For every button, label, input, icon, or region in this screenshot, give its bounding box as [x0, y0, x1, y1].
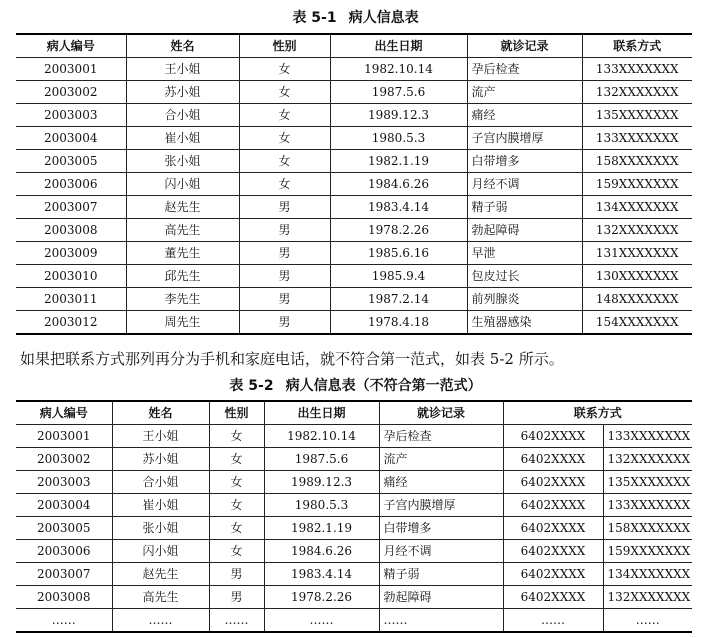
table2-header-cell: 性别 — [209, 401, 264, 425]
table1-cell: 1982.1.19 — [330, 150, 467, 173]
table2-cell: 1982.10.14 — [264, 425, 379, 448]
table2-cell: 6402XXXX — [503, 425, 603, 448]
table1-cell: 2003011 — [16, 288, 126, 311]
table1-cell: 131XXXXXXX — [582, 242, 692, 265]
table2-cell: 赵先生 — [112, 563, 209, 586]
table1-row — [16, 81, 692, 104]
table1-cell: 132XXXXXXX — [582, 81, 692, 104]
table1-cell: 1984.6.26 — [330, 173, 467, 196]
table1-cell: 张小姐 — [126, 150, 239, 173]
table2-row — [16, 448, 692, 471]
table1-cell: 133XXXXXXX — [582, 58, 692, 81]
table2-cell: 2003007 — [16, 563, 112, 586]
table1-cell: 159XXXXXXX — [582, 173, 692, 196]
table1-cell: 148XXXXXXX — [582, 288, 692, 311]
table1-header-cell: 姓名 — [126, 34, 239, 58]
table2-cell: 133XXXXXXX — [603, 494, 692, 517]
table1-cell: 2003005 — [16, 150, 126, 173]
table2-cell: 子宫内膜增厚 — [379, 494, 503, 517]
table2-caption-title: 病人信息表（不符合第一范式） — [285, 378, 482, 394]
table1-header-cell: 病人编号 — [16, 34, 126, 58]
table2-cell: 1978.2.26 — [264, 586, 379, 609]
table2-cell: 崔小姐 — [112, 494, 209, 517]
table2-cell: 1983.4.14 — [264, 563, 379, 586]
table2-cell: 158XXXXXXX — [603, 517, 692, 540]
table2-cell: …… — [264, 609, 379, 633]
table1-row — [16, 265, 692, 288]
table2-row — [16, 494, 692, 517]
table1-cell: 135XXXXXXX — [582, 104, 692, 127]
table1-header-cell: 性别 — [239, 34, 330, 58]
table1-cell: 154XXXXXXX — [582, 311, 692, 335]
table1-cell: 男 — [239, 219, 330, 242]
table2-cell: 6402XXXX — [503, 540, 603, 563]
table1-cell: 1985.6.16 — [330, 242, 467, 265]
table2-cell: 2003008 — [16, 586, 112, 609]
table1-cell: 2003003 — [16, 104, 126, 127]
table1-cell: 精子弱 — [467, 196, 582, 219]
table1-caption — [0, 9, 711, 27]
table2-cell: 女 — [209, 540, 264, 563]
table1-cell: 女 — [239, 104, 330, 127]
table2-row — [16, 586, 692, 609]
table1-cell: 2003001 — [16, 58, 126, 81]
table1-cell: 1978.2.26 — [330, 219, 467, 242]
table2-row — [16, 563, 692, 586]
table1-header-cell: 联系方式 — [582, 34, 692, 58]
table2-cell: …… — [16, 609, 112, 633]
table1-row — [16, 58, 692, 81]
table1-cell: 董先生 — [126, 242, 239, 265]
table2-body — [16, 425, 692, 633]
table2-caption — [0, 377, 711, 395]
table1-cell: 周先生 — [126, 311, 239, 335]
table1-row — [16, 104, 692, 127]
table2-cell: 孕后检查 — [379, 425, 503, 448]
table1-cell: 1982.10.14 — [330, 58, 467, 81]
table2-cell: 白带增多 — [379, 517, 503, 540]
table2-cell: 苏小姐 — [112, 448, 209, 471]
table1-cell: 1987.5.6 — [330, 81, 467, 104]
table2-cell: 女 — [209, 471, 264, 494]
table2-cell: …… — [209, 609, 264, 633]
table2-cell: 2003001 — [16, 425, 112, 448]
table1-cell: 2003009 — [16, 242, 126, 265]
table2-cell: 合小姐 — [112, 471, 209, 494]
table2-cell: 6402XXXX — [503, 517, 603, 540]
table1-cell: 130XXXXXXX — [582, 265, 692, 288]
table2-row — [16, 471, 692, 494]
table2-row — [16, 425, 692, 448]
table1-cell: 早泄 — [467, 242, 582, 265]
table2-cell: 勃起障碍 — [379, 586, 503, 609]
table2-header-cell: 姓名 — [112, 401, 209, 425]
table1-cell: 2003002 — [16, 81, 126, 104]
table1-cell: 合小姐 — [126, 104, 239, 127]
table1-cell: 2003006 — [16, 173, 126, 196]
table1-cell: 流产 — [467, 81, 582, 104]
table1-cell: 女 — [239, 173, 330, 196]
table2-cell: 132XXXXXXX — [603, 448, 692, 471]
table2-row — [16, 609, 692, 633]
body-paragraph: 如果把联系方式那列再分为手机和家庭电话，就不符合第一范式，如表 5-2 所示。 — [20, 350, 564, 368]
table2-cell: 6402XXXX — [503, 563, 603, 586]
table2-header-row — [16, 401, 692, 425]
table2-cell: 张小姐 — [112, 517, 209, 540]
table2-cell: 2003003 — [16, 471, 112, 494]
table1-row — [16, 288, 692, 311]
table2-cell: 女 — [209, 448, 264, 471]
table1-cell: 132XXXXXXX — [582, 219, 692, 242]
table1-patient-info — [16, 33, 692, 335]
table2-cell: 6402XXXX — [503, 471, 603, 494]
table2-cell: 1984.6.26 — [264, 540, 379, 563]
table1-header-cell: 就诊记录 — [467, 34, 582, 58]
table2-cell: 1989.12.3 — [264, 471, 379, 494]
table1-cell: 女 — [239, 81, 330, 104]
table1-header-row — [16, 34, 692, 58]
table1-cell: 男 — [239, 288, 330, 311]
table1-caption-title: 病人信息表 — [348, 10, 419, 26]
table1-cell: 高先生 — [126, 219, 239, 242]
table1-cell: 子宫内膜增厚 — [467, 127, 582, 150]
table1-row — [16, 127, 692, 150]
table1-cell: 邱先生 — [126, 265, 239, 288]
table2-cell: 男 — [209, 586, 264, 609]
table1-cell: 1978.4.18 — [330, 311, 467, 335]
table1-cell: 1985.9.4 — [330, 265, 467, 288]
table2-cell: 133XXXXXXX — [603, 425, 692, 448]
table2-cell: 159XXXXXXX — [603, 540, 692, 563]
table1-cell: 男 — [239, 311, 330, 335]
table2-cell: 精子弱 — [379, 563, 503, 586]
table2-cell: 女 — [209, 494, 264, 517]
table2-cell: 132XXXXXXX — [603, 586, 692, 609]
table1-header-cell: 出生日期 — [330, 34, 467, 58]
table2-cell: 135XXXXXXX — [603, 471, 692, 494]
table2-header-cell: 病人编号 — [16, 401, 112, 425]
table1-cell: 2003010 — [16, 265, 126, 288]
table2-header-cell: 联系方式 — [503, 401, 692, 425]
table2-header-cell: 出生日期 — [264, 401, 379, 425]
table1-cell: 1989.12.3 — [330, 104, 467, 127]
table1-cell: 白带增多 — [467, 150, 582, 173]
table1-cell: 2003007 — [16, 196, 126, 219]
table1-cell: 勃起障碍 — [467, 219, 582, 242]
table1-cell: 王小姐 — [126, 58, 239, 81]
table2-cell: 女 — [209, 425, 264, 448]
table2-cell: …… — [503, 609, 603, 633]
table2-cell: 痛经 — [379, 471, 503, 494]
table1-cell: 前列腺炎 — [467, 288, 582, 311]
table2-cell: 134XXXXXXX — [603, 563, 692, 586]
table1-cell: 1980.5.3 — [330, 127, 467, 150]
table2-cell: 6402XXXX — [503, 448, 603, 471]
table1-cell: 赵先生 — [126, 196, 239, 219]
table2-cell: 6402XXXX — [503, 494, 603, 517]
table2-cell: 2003002 — [16, 448, 112, 471]
table2-cell: 6402XXXX — [503, 586, 603, 609]
table1-cell: 女 — [239, 127, 330, 150]
table1-cell: 痛经 — [467, 104, 582, 127]
table1-cell: 女 — [239, 150, 330, 173]
table2-patient-info — [16, 400, 692, 633]
table2-cell: 1987.5.6 — [264, 448, 379, 471]
table1-cell: 男 — [239, 196, 330, 219]
table1-cell: 孕后检查 — [467, 58, 582, 81]
table2-cell: 高先生 — [112, 586, 209, 609]
table2-cell: 2003005 — [16, 517, 112, 540]
table2-row — [16, 540, 692, 563]
table1-cell: 2003008 — [16, 219, 126, 242]
table1-cell: 李先生 — [126, 288, 239, 311]
table2-cell: 月经不调 — [379, 540, 503, 563]
table1-cell: 男 — [239, 242, 330, 265]
table2-cell: 1982.1.19 — [264, 517, 379, 540]
table2-cell: 王小姐 — [112, 425, 209, 448]
table1-cell: 158XXXXXXX — [582, 150, 692, 173]
table2-cell: 女 — [209, 517, 264, 540]
table1-caption-number: 表 5-1 — [292, 10, 337, 26]
table1-cell: 1987.2.14 — [330, 288, 467, 311]
table1-row — [16, 150, 692, 173]
table1-cell: 女 — [239, 58, 330, 81]
table1-cell: 苏小姐 — [126, 81, 239, 104]
table2-header-cell: 就诊记录 — [379, 401, 503, 425]
table1-cell: 崔小姐 — [126, 127, 239, 150]
table1-cell: 133XXXXXXX — [582, 127, 692, 150]
table1-row — [16, 173, 692, 196]
table1-row — [16, 219, 692, 242]
table1-cell: 月经不调 — [467, 173, 582, 196]
table1-cell: 生殖器感染 — [467, 311, 582, 335]
table1-row — [16, 311, 692, 335]
table2-cell: 闪小姐 — [112, 540, 209, 563]
table1-cell: 闪小姐 — [126, 173, 239, 196]
table1-cell: 1983.4.14 — [330, 196, 467, 219]
table2-cell: 2003006 — [16, 540, 112, 563]
table1-cell: 男 — [239, 265, 330, 288]
table1-cell: 包皮过长 — [467, 265, 582, 288]
table2-cell: 1980.5.3 — [264, 494, 379, 517]
table1-cell: 2003004 — [16, 127, 126, 150]
table1-row — [16, 196, 692, 219]
table2-caption-number: 表 5-2 — [229, 378, 274, 394]
table2-cell: 流产 — [379, 448, 503, 471]
table1-cell: 2003012 — [16, 311, 126, 335]
table2-cell: 男 — [209, 563, 264, 586]
table2-cell: …… — [379, 609, 503, 633]
table2-cell: …… — [112, 609, 209, 633]
table1-row — [16, 242, 692, 265]
table2-row — [16, 517, 692, 540]
table2-cell: 2003004 — [16, 494, 112, 517]
table1-body — [16, 58, 692, 335]
table2-cell: …… — [603, 609, 692, 633]
table1-cell: 134XXXXXXX — [582, 196, 692, 219]
